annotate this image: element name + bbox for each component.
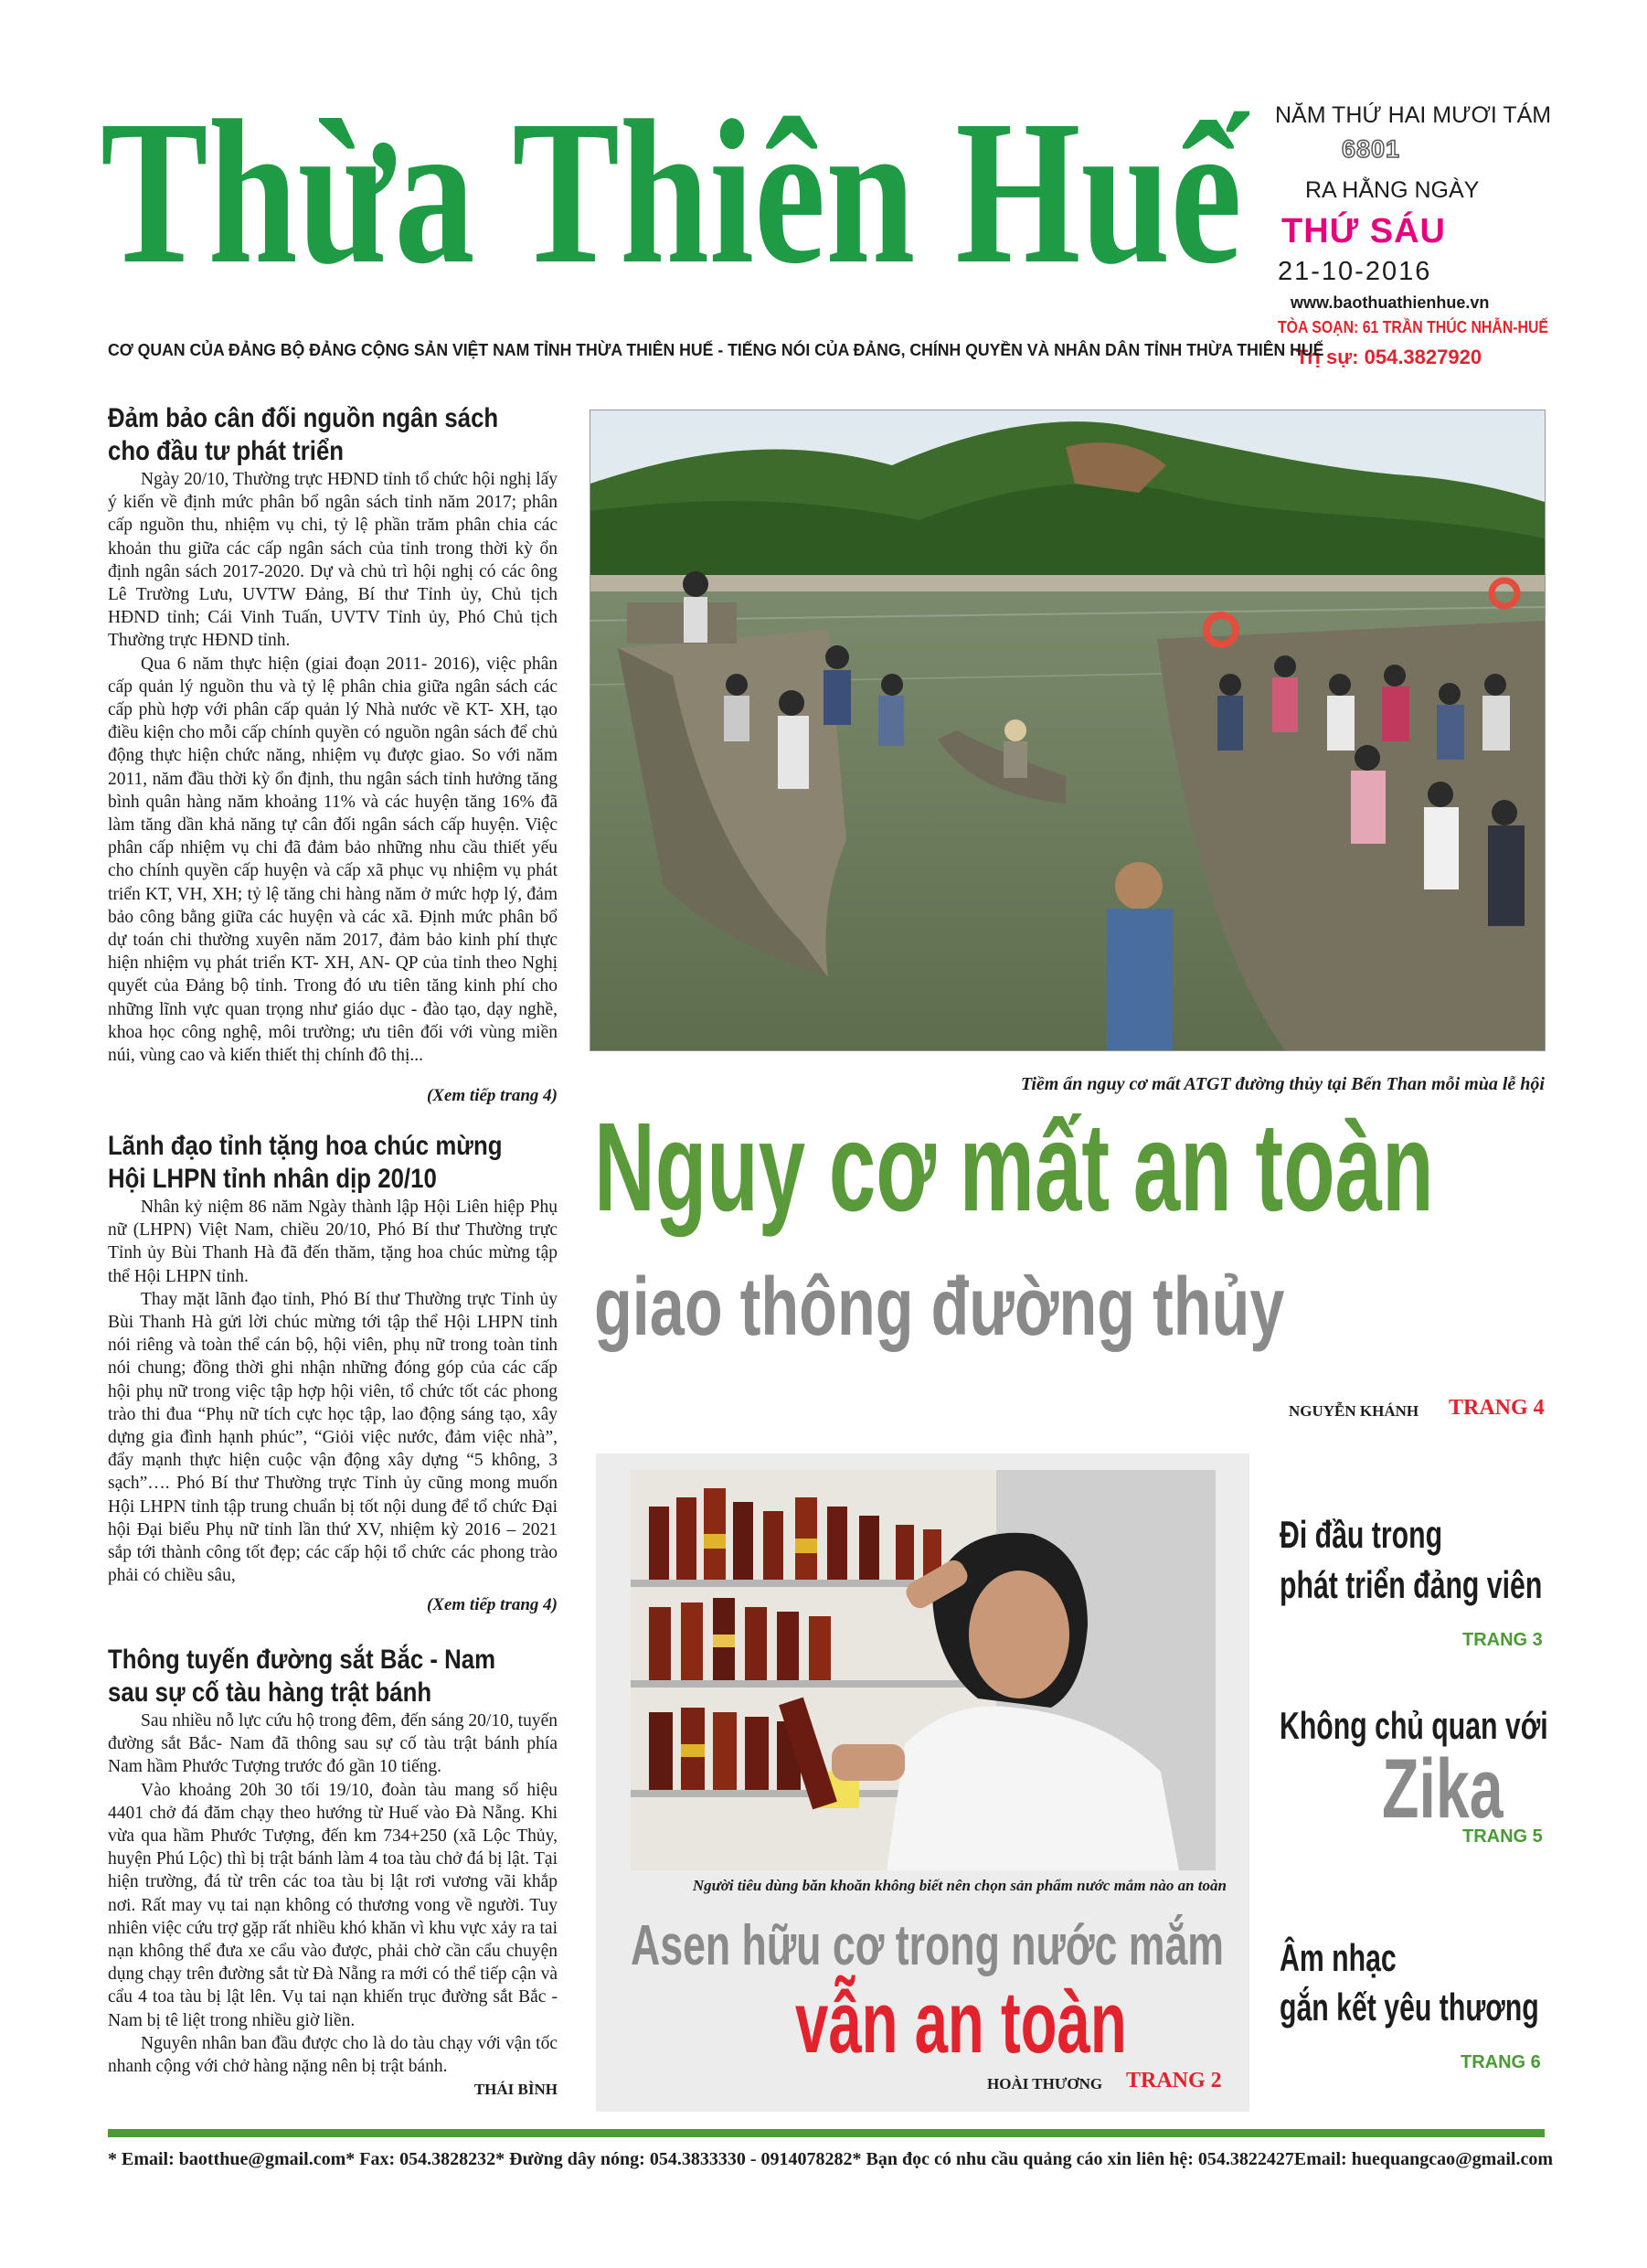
headline-line: Đảm bảo cân đối nguồn ngân sách [108,403,499,433]
fish-sauce-headline-main[interactable]: Asen hữu cơ trong nước mắm [631,1914,1225,1977]
article-paragraph: Nhân kỷ niệm 86 năm Ngày thành lập Hội Liên hiệp Phụ nữ (LHPN) Việt Nam, chiều 20/10, Phó Bí thư Thường trực Tỉnh ủy Bùi Thanh Hà đã đến thăm, tặng hoa chúc mừng tập thể Hội LHPN tỉnh. [108,1198,558,1286]
headline-line: sau sự cố tàu hàng trật bánh [108,1677,432,1708]
headline-line: cho đầu tư phát triển [108,436,345,466]
footer-hotline: * Đường dây nóng: 054.3833330 - 0914078282 [495,2149,853,2169]
article-railway-headline[interactable] [108,1644,595,1709]
teaser-zika-keyword[interactable]: Zika [1382,1742,1504,1836]
contact-footer [108,2149,1553,2170]
lead-page-link[interactable]: TRANG 4 [1449,1396,1545,1420]
headline-line: Lãnh đạo tỉnh tặng hoa chúc mừng [108,1131,503,1161]
article-paragraph: Thay mặt lãnh đạo tỉnh, Phó Bí thư Thường trực Tỉnh ủy Bùi Thanh Hà gửi lời chúc mừng tới tập thể Hội LHPN tỉnh nói riêng và toàn thể cán bộ, hội viên, phụ nữ trong toàn tỉnh nói chung; đồng thời ghi nhận những đóng góp của các cấp hội phụ nữ trong việc tập hợp hội viên, tổ chức tốt các phong trào thi đua “Phụ nữ tích cực học tập, lao động sáng tạo, xây dựng gia đình hạnh phúc”, “Giỏi việc nước, đảm việc nhà”, đẩy mạnh thực hiện cuộc vận động xây dựng “5 không, 3 sạch”…. Phó Bí thư Thường trực Tỉnh ủy cũng mong muốn Hội LHPN tỉnh tập trung chuẩn bị tốt nội dung để tổ chức Đại hội Đại biểu Phụ nữ tỉnh lần thứ XV, nhiệm kỳ 2016 – 2021 sắp tới thành công tốt đẹp; các cấp hội tổ chức các phong trào phải có chiều sâu, [108,1289,558,1586]
issue-date: 21-10-2016 [1278,257,1432,286]
lead-author: NGUYỄN KHÁNH [1289,1402,1419,1420]
volume-year: NĂM THỨ HAI MƯƠI TÁM [1275,102,1552,128]
article-womens-union-headline[interactable] [108,1130,595,1196]
article-railway-body [108,1709,558,2078]
fish-sauce-author: HOÀI THƯƠNG [987,2075,1103,2092]
teaser-music-line[interactable]: Âm nhạc [1280,1936,1397,1979]
article-paragraph: Vào khoảng 20h 30 tối 19/10, đoàn tàu mang số hiệu 4401 chở đá đăm chạy theo hướng từ Huế vào Đà Nẵng. Khi vừa qua hầm Phước Tượng, đến km 734+250 (xã Lộc Thủy, huyện Phú Lộc) thì bị trật bánh làm 4 toa tàu chở đá bị lật. Tại hiện trường, đá từ trên các toa tàu bị lật rơi vương vãi khắp nơi. Rất may vụ tai nạn không có thương vong về người. Tuy nhiên việc cứu trợ gặp rất nhiều khó khăn vì khu vực xảy ra tai nạn không thể đưa xe cẩu vào được, phải chờ cần cẩu chuyện dụng chạy trên đường sắt từ Đà Nẵng ra mới có thể tiếp cận và cẩu 4 toa tàu bị lật lên. Vụ tai nạn khiến trục đường sắt Bắc - Nam bị tê liệt trong nhiều giờ liền. [108,1780,558,2030]
article-budget-body [108,468,558,1067]
lead-headline-sub[interactable]: giao thông đường thủy [594,1262,1285,1353]
ferry-boats-photo[interactable] [590,410,1546,1051]
article-budget-headline[interactable] [108,402,595,468]
issue-weekday: THỨ SÁU [1281,212,1446,250]
issue-number: 6801 [1342,135,1401,163]
publication-frequency: RA HẰNG NGÀY [1305,177,1480,203]
headline-line: Thông tuyến đường sắt Bắc - Nam [108,1645,496,1675]
teaser-page-link[interactable]: TRANG 6 [1461,2052,1541,2072]
website-link[interactable]: www.baothuathienhue.vn [1291,293,1490,312]
masthead-title: Thừa Thiên Huế [101,78,1242,306]
office-phone: Trị sự: 054.3827920 [1296,346,1482,368]
ferry-boats-illustration [590,410,1545,1050]
teaser-page-link[interactable]: TRANG 5 [1462,1826,1543,1847]
footer-divider [108,2129,1545,2137]
teaser-music-line[interactable]: gắn kết yêu thương [1280,1986,1539,2028]
fish-sauce-page-link[interactable]: TRANG 2 [1126,2069,1222,2092]
supermarket-shelf-illustration [631,1470,1216,1870]
lead-photo-caption: Tiềm ẩn nguy cơ mất ATGT đường thủy tại Bến Than mỗi mùa lễ hội [1020,1074,1545,1094]
teaser-page-link[interactable]: TRANG 3 [1462,1630,1543,1650]
footer-ads-email[interactable]: Email: huequangcao@gmail.com [1293,2149,1553,2169]
article-paragraph: Sau nhiều nỗ lực cứu hộ trong đêm, đến sáng 20/10, tuyến đường sắt Bắc- Nam đã thông sau sự cố tàu trật bánh phía Nam hầm Phước Tượng trước đó gần 10 tiếng. [108,1711,558,1777]
teaser-party-members-line[interactable]: phát triển đảng viên [1280,1563,1543,1606]
headline-line: Hội LHPN tỉnh nhân dịp 20/10 [108,1164,437,1194]
fish-sauce-headline-sub[interactable]: vẫn an toàn [795,1974,1127,2071]
article-paragraph: Nguyên nhân ban đầu được cho là do tàu chạy với vận tốc nhanh cộng với chở hàng nặng nên bị trật bánh. [108,2033,558,2077]
article-author: THÁI BÌNH [473,2081,558,2098]
continued-page-link[interactable]: (Xem tiếp trang 4) [426,1086,558,1105]
continued-page-link[interactable]: (Xem tiếp trang 4) [426,1595,558,1614]
footer-fax: * Fax: 054.3828232 [345,2149,496,2169]
teaser-zika-line[interactable]: Không chủ quan với [1280,1704,1548,1747]
fish-sauce-photo[interactable] [631,1470,1216,1870]
article-paragraph: Qua 6 năm thực hiện (giai đoạn 2011- 2016), việc phân cấp quản lý nguồn thu và tỷ lệ phân chia giữa ngân sách các cấp phù hợp với phân cấp quản lý Nhà nước về KT- XH, tạo điều kiện cho mỗi cấp chính quyền có nguồn ngân sách để chủ động thực hiện chức năng, nhiệm vụ được giao. So với năm 2011, năm đầu thời kỳ ổn định, thu ngân sách tỉnh hưởng tăng bình quân hàng năm khoảng 11% và các huyện tăng 16% đã làm tăng dần khả năng tự cân đối ngân sách cấp huyện. Việc phân cấp nhiệm vụ chi đã đảm bảo những nhu cầu thiết yếu cho chính quyền cấp huyện và cấp xã phục vụ nhiệm vụ phát triển KT, VH, XH; tỷ lệ tăng chi hàng năm ở mức hợp lý, đảm bảo công bằng giữa các huyện và các xã. Định mức phân bổ dự toán chi thường xuyên năm 2017, đảm bảo kinh phí thực hiện nhiệm vụ phát triển KT- XH, AN- QP của tỉnh theo Nghị quyết của Đảng bộ tỉnh. Trong đó ưu tiên tăng kinh phí cho những lĩnh vực quan trọng như giáo dục - đào tạo, dạy nghề, khoa học công nghệ, môi trường; ưu tiên đối với vùng miền núi, vùng cao và kiến thiết thị chính đô thị... [108,654,558,1066]
fish-sauce-photo-caption: Người tiêu dùng băn khoăn không biết nên chọn sản phẩm nước mắm nào an toàn [692,1877,1227,1894]
footer-ads-phone: * Bạn đọc có nhu cầu quảng cáo xin liên hệ: 054.3822427 [852,2149,1294,2169]
footer-email[interactable]: * Email: baotthue@gmail.com [108,2149,346,2169]
teaser-party-members-line[interactable]: Đi đầu trong [1280,1513,1443,1556]
article-paragraph: Ngày 20/10, Thường trực HĐND tỉnh tổ chức hội nghị lấy ý kiến về định mức phân bổ ngân sách tỉnh năm 2017; phân cấp nguồn thu, nhiệm vụ chi, tỷ lệ phần trăm phân chia các khoản thu giữa các cấp ngân sách của tỉnh trong thời kỳ ổn định ngân sách 2017-2020. Dự và chủ trì hội nghị có các ông Lê Trường Lưu, UVTW Đảng, Bí thư Tỉnh ủy, Chủ tịch HĐND tỉnh; Cái Vinh Tuấn, UVTV Tỉnh ủy, Phó Chủ tịch Thường trực HĐND tỉnh. [108,470,558,651]
lead-headline-main[interactable]: Nguy cơ mất an toàn [594,1097,1434,1238]
office-address: TÒA SOẠN: 61 TRẦN THÚC NHẪN-HUẾ [1278,318,1548,336]
article-womens-union-body [108,1196,558,1587]
masthead-tagline: CƠ QUAN CỦA ĐẢNG BỘ ĐẢNG CỘNG SẢN VIỆT NAM TỈNH THỪA THIÊN HUẾ - TIẾNG NÓI CỦA ĐẢNG, CHÍNH QUYỀN VÀ NHÂN DÂN TỈNH THỪA THIÊN HUẾ [108,341,1324,359]
